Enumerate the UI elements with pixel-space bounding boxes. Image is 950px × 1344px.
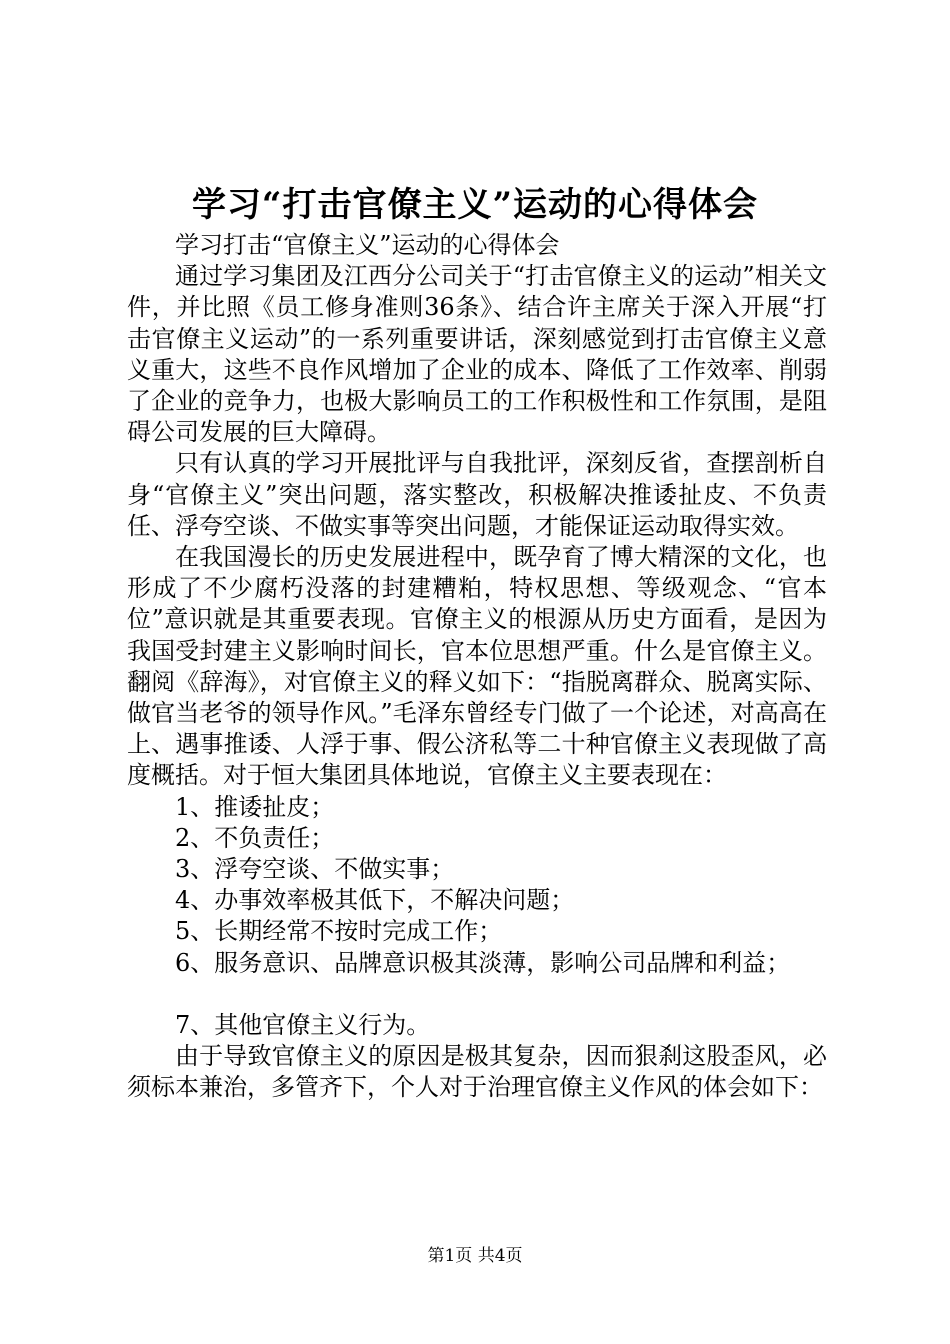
list-item: 1、推诿扯皮； bbox=[175, 792, 335, 821]
document-title: 学习“打击官僚主义”运动的心得体会 bbox=[191, 185, 759, 225]
closing-paragraph: 由于导致官僚主义的原因是极其复杂，因而狠刹这股歪风，必须标本兼治，多管齐下，个人对于治理官僚主义作风的体会如下： bbox=[127, 1042, 827, 1102]
list-item: 4、办事效率极其低下，不解决问题； bbox=[175, 886, 575, 915]
list-item: 6、服务意识、品牌意识极其淡薄，影响公司品牌和利益； bbox=[175, 948, 791, 977]
list-item: 7、其他官僚主义行为。 bbox=[175, 1010, 431, 1039]
list-item: 5、长期经常不按时完成工作； bbox=[175, 917, 503, 946]
paragraph-3: 在我国漫长的历史发展进程中，既孕育了博大精深的文化，也形成了不少腐朽没落的封建糟粕，特权思想、等级观念、“官本位”意识就是其重要表现。官僚主义的根源从历史方面看，是因为我国受封建主义影响时间长，官本位思想严重。什么是官僚主义。翻阅《辞海》，对官僚主义的释义如下：“指脱离群众、脱离实际、做官当老爷的领导作风。”毛泽东曾经专门做了一个论述，对高高在上、遇事推诿、人浮于事、假公济私等二十种官僚主义表现做了高度概括。对于恒大集团具体地说，官僚主义主要表现在： bbox=[127, 543, 827, 790]
list-item: 2、不负责任； bbox=[175, 823, 335, 852]
document-body bbox=[127, 230, 827, 1103]
paragraph-1: 通过学习集团及江西分公司关于“打击官僚主义的运动”相关文件，并比照《员工修身准则36条》、结合许主席关于深入开展“打击官僚主义运动”的一系列重要讲话，深刻感觉到打击官僚主义意义重大，这些不良作风增加了企业的成本、降低了工作效率、削弱了企业的竞争力，也极大影响员工的工作积极性和工作氛围，是阻碍公司发展的巨大障碍。 bbox=[127, 262, 827, 447]
subtitle: 学习打击“官僚主义”运动的心得体会 bbox=[175, 231, 560, 259]
paragraph-2: 只有认真的学习开展批评与自我批评，深刻反省，查摆剖析自身“官僚主义”突出问题，落实整改，积极解决推诿扯皮、不负责任、浮夸空谈、不做实事等突出问题，才能保证运动取得实效。 bbox=[127, 449, 827, 540]
page-footer: 第1页 共4页 bbox=[427, 1246, 523, 1266]
blank-line bbox=[127, 979, 827, 1010]
list-item: 3、浮夸空谈、不做实事； bbox=[175, 855, 455, 884]
